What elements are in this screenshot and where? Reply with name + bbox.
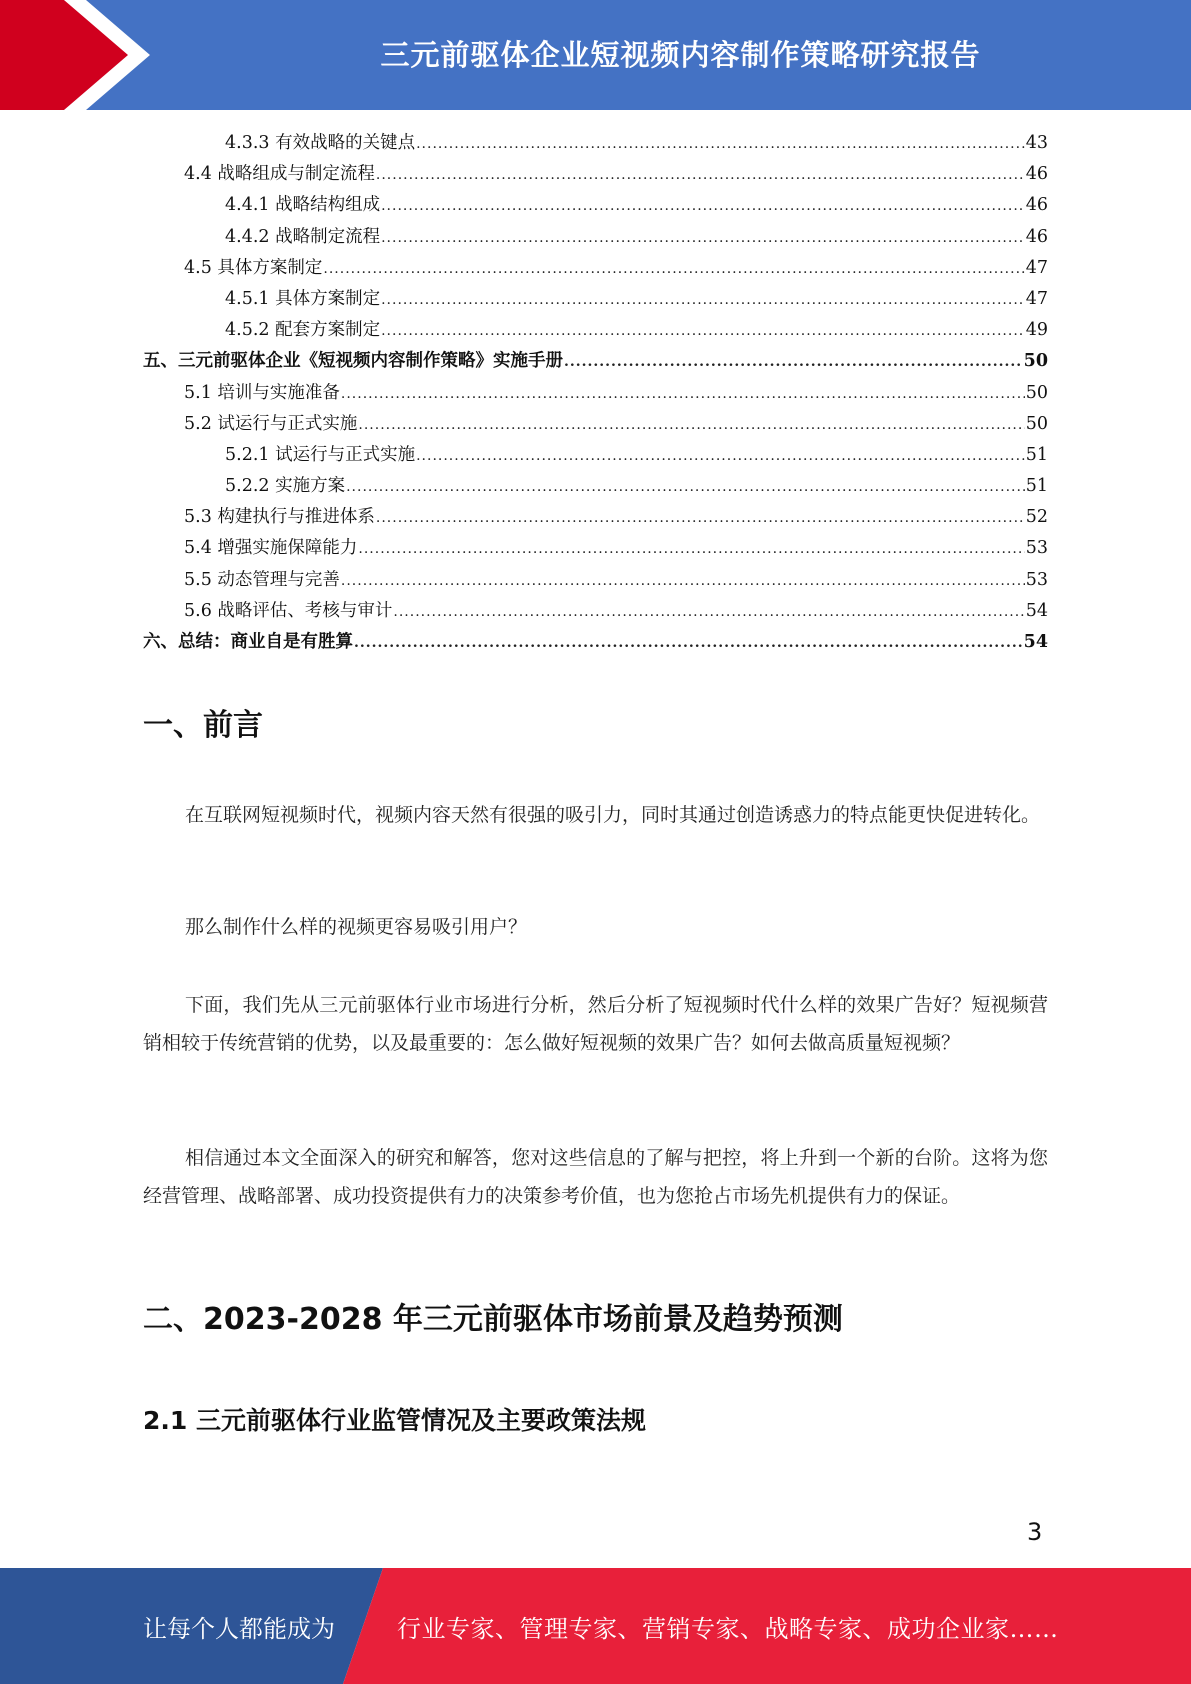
footer-slogan-left: 让每个人都能成为 bbox=[143, 1614, 335, 1643]
toc-entry[interactable] bbox=[143, 596, 1048, 627]
toc-entry-page: 50 bbox=[1025, 413, 1048, 434]
toc-entry[interactable] bbox=[143, 627, 1048, 658]
toc-entry-label: 5.3 构建执行与推进体系 bbox=[184, 507, 375, 528]
toc-entry-label: 4.3.3 有效战略的关键点 bbox=[225, 133, 416, 153]
toc-entry[interactable] bbox=[143, 253, 1048, 284]
toc-entry-label: 六、总结：商业自是有胜算 bbox=[143, 632, 353, 652]
toc-entry-page: 50 bbox=[1023, 351, 1048, 372]
toc-entry-page: 51 bbox=[1025, 476, 1048, 497]
toc-entry-label: 5.2.1 试运行与正式实施 bbox=[225, 444, 416, 465]
toc-entry-label: 5.6 战略评估、考核与审计 bbox=[184, 600, 393, 621]
footer-slogan-right: 行业专家、管理专家、营销专家、战略专家、成功企业家…… bbox=[397, 1614, 1059, 1643]
chevron-decoration-icon bbox=[0, 0, 160, 110]
toc-entry-label: 5.2.2 实施方案 bbox=[225, 476, 346, 497]
page-number: 3 bbox=[1027, 1518, 1043, 1546]
toc-leader-dots bbox=[358, 410, 1024, 441]
toc-entry-label: 4.4.2 战略制定流程 bbox=[225, 226, 381, 247]
toc-leader-dots bbox=[354, 628, 1023, 659]
toc-entry-label: 5.2 试运行与正式实施 bbox=[184, 413, 358, 434]
toc-leader-dots bbox=[358, 534, 1024, 565]
toc-entry-label: 4.4 战略组成与制定流程 bbox=[184, 164, 375, 185]
toc-leader-dots bbox=[376, 503, 1025, 534]
toc-entry[interactable] bbox=[143, 346, 1048, 377]
toc-entry-page: 47 bbox=[1025, 257, 1048, 278]
paragraph: 那么制作什么样的视频更容易吸引用户？ bbox=[185, 916, 528, 938]
toc-entry[interactable] bbox=[143, 471, 1048, 502]
toc-entry-label: 5.1 培训与实施准备 bbox=[184, 382, 340, 403]
toc-entry[interactable] bbox=[143, 533, 1048, 564]
toc-entry-page: 52 bbox=[1025, 507, 1048, 528]
toc-entry-page: 46 bbox=[1025, 195, 1048, 216]
toc-entry-page: 51 bbox=[1025, 444, 1048, 465]
section-heading-preface: 一、前言 bbox=[143, 708, 263, 743]
toc-leader-dots bbox=[381, 316, 1025, 347]
toc-entry-page: 43 bbox=[1025, 133, 1048, 153]
toc-entry-page: 46 bbox=[1025, 226, 1048, 247]
toc-entry[interactable] bbox=[143, 315, 1048, 346]
toc-entry[interactable] bbox=[143, 565, 1048, 596]
toc-leader-dots bbox=[381, 285, 1025, 316]
section-heading-market-outlook: 二、2023-2028 年三元前驱体市场前景及趋势预测 bbox=[143, 1302, 843, 1337]
toc-leader-dots bbox=[341, 566, 1025, 597]
toc-entry-page: 53 bbox=[1025, 569, 1048, 590]
toc-entry[interactable] bbox=[143, 190, 1048, 221]
toc-leader-dots bbox=[346, 472, 1025, 503]
toc-entry[interactable] bbox=[143, 284, 1048, 315]
toc-entry-page: 53 bbox=[1025, 538, 1048, 559]
toc-leader-dots bbox=[323, 254, 1024, 285]
toc-leader-dots bbox=[381, 223, 1025, 254]
toc-entry-label: 五、三元前驱体企业《短视频内容制作策略》实施手册 bbox=[143, 351, 563, 372]
toc-leader-dots bbox=[564, 347, 1023, 378]
red-chevron bbox=[0, 0, 150, 110]
toc-leader-dots bbox=[381, 191, 1025, 222]
page-footer bbox=[0, 1568, 1191, 1684]
toc-entry-label: 4.5.1 具体方案制定 bbox=[225, 288, 381, 309]
paragraph: 在互联网短视频时代，视频内容天然有很强的吸引力，同时其通过创造诱惑力的特点能更快促进转化。 bbox=[185, 804, 1041, 826]
toc-entry-page: 47 bbox=[1025, 288, 1048, 309]
subsection-heading: 2.1 三元前驱体行业监管情况及主要政策法规 bbox=[143, 1406, 646, 1435]
toc-entry-label: 4.4.1 战略结构组成 bbox=[225, 195, 381, 216]
toc-entry[interactable] bbox=[143, 222, 1048, 253]
page-header bbox=[0, 0, 1191, 110]
toc-entry[interactable] bbox=[143, 409, 1048, 440]
toc-leader-dots bbox=[341, 379, 1025, 410]
table-of-contents bbox=[143, 128, 1048, 658]
toc-leader-dots bbox=[376, 160, 1025, 191]
toc-entry-page: 50 bbox=[1025, 382, 1048, 403]
paragraph: 下面，我们先从三元前驱体行业市场进行分析，然后分析了短视频时代什么样的效果广告好？短视频营销相较于传统营销的优势，以及最重要的：怎么做好短视频的效果广告？如何去做高质量短视频？ bbox=[143, 994, 1048, 1054]
toc-entry[interactable] bbox=[143, 378, 1048, 409]
toc-entry[interactable] bbox=[143, 159, 1048, 190]
toc-entry-label: 5.5 动态管理与完善 bbox=[184, 569, 340, 590]
toc-entry-page: 46 bbox=[1025, 164, 1048, 185]
toc-entry-label: 5.4 增强实施保障能力 bbox=[184, 538, 358, 559]
toc-entry[interactable] bbox=[143, 440, 1048, 471]
toc-entry-label: 4.5.2 配套方案制定 bbox=[225, 320, 381, 341]
toc-entry-page: 54 bbox=[1023, 632, 1048, 652]
toc-entry[interactable] bbox=[143, 128, 1048, 159]
toc-leader-dots bbox=[393, 597, 1024, 628]
paragraph: 相信通过本文全面深入的研究和解答，您对这些信息的了解与把控，将上升到一个新的台阶。这将为您经营管理、战略部署、成功投资提供有力的决策参考价值，也为您抢占市场先机提供有力的保证。 bbox=[143, 1147, 1048, 1207]
toc-leader-dots bbox=[416, 129, 1025, 160]
report-title: 三元前驱体企业短视频内容制作策略研究报告 bbox=[380, 37, 981, 72]
toc-entry[interactable] bbox=[143, 502, 1048, 533]
toc-leader-dots bbox=[416, 441, 1025, 472]
toc-entry-label: 4.5 具体方案制定 bbox=[184, 257, 323, 278]
toc-entry-page: 49 bbox=[1025, 320, 1048, 341]
toc-entry-page: 54 bbox=[1025, 600, 1048, 621]
